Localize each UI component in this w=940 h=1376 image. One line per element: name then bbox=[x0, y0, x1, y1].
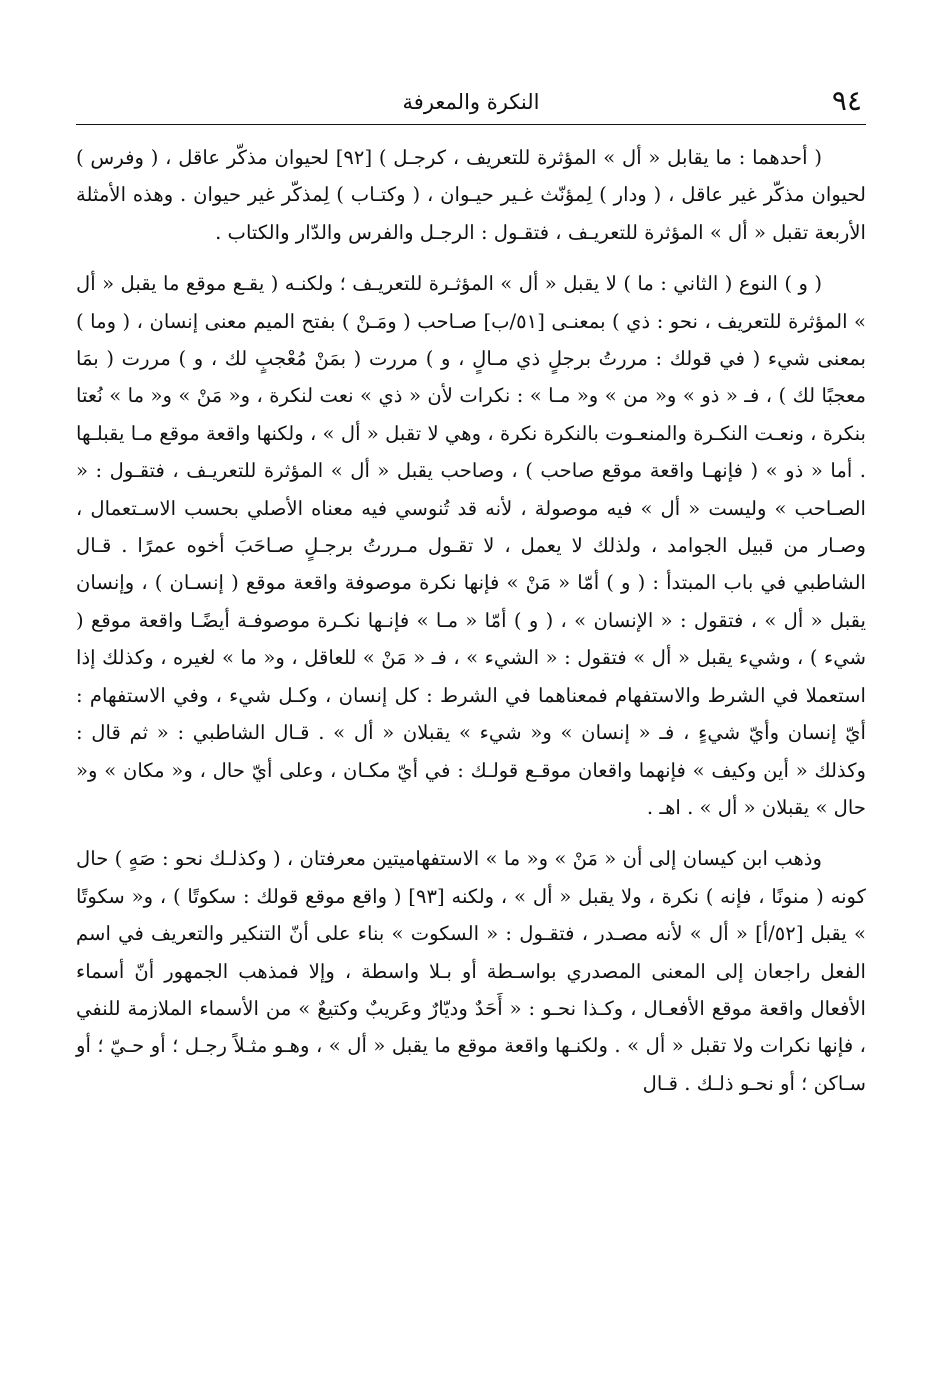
body-text bbox=[76, 139, 866, 1102]
paragraph-first-type: ( أحدهما : ما يقابل « أل » المؤثرة للتعريف ، كرجـل ) [٩٢] لحيوان مذكّر عاقل ، ( وفرس ) لحيوان مذكّر غير عاقل ، ( ودار ) لِمؤنّث غـير حيـوان ، ( وكتـاب ) لِمذكّر غير حيوان . وهذه الأمثلة الأربعة تقبل « أل » المؤثرة للتعريـف ، فتقـول : الرجـل والفرس والدّار والكتاب . bbox=[76, 146, 866, 244]
page-number: ٩٤ bbox=[831, 84, 862, 117]
paragraph-ibn-kaysan: وذهب ابن كيسان إلى أن « مَنْ » و« ما » الاستفهاميتين معرفتان ، ( وكذلـك نحو : صَهٍ ) حال كونه ( منونًا ، فإنه ) نكرة ، ولا يقبل « أل » ، ولكنه [٩٣] ( واقع موقع قولك : سكوتًا ) ، و« سكوتًا » يقبل [٥٢/أ] « أل » لأنه مصـدر ، فتقـول : « السكوت » بناء على أنّ التنكير والتعريف في اسم الفعل راجعان إلى المعنى المصدري بواسـطة أو بـلا واسطة ، وإلا فمذهب الجمهور أنّ أسماء الأفعال واقعة موقع الأفعـال ، وكـذا نحـو : « أَحَدٌ وديّارٌ وعَريبٌ وكتيعٌ » من الأسماء الملازمة للنفي ، فإنها نكرات ولا تقبل « أل » . ولكنـها واقعة موقع ما يقبل « أل » ، وهـو مثـلاً رجـل ؛ أو حـيّ ؛ أو سـاكن ؛ أو نحـو ذلـك . قـال bbox=[76, 847, 866, 1095]
book-page bbox=[76, 82, 866, 1352]
running-title: النكرة والمعرفة bbox=[402, 90, 540, 114]
page-header bbox=[76, 82, 866, 125]
paragraph-second-type: ( و ) النوع ( الثاني : ما ) لا يقبل « أل » المؤثـرة للتعريـف ؛ ولكنـه ( يقـع موقع ما يقبل « أل » المؤثرة للتعريف ، نحو : ذي ) بمعنـى [٥١/ب] صـاحب ( ومَـنْ ) بفتح الميم معنى إنسان ، ( وما ) بمعنى شيء ( في قولك : مررتُ برجلٍ ذي مـالٍ ، و ) مررت ( بمَنْ مُعْجبٍ لك ، و ) مررت ( بمَا معجبًا لك ) ، فـ « ذو » و« من » و« مـا » : نكرات لأن « ذي » نعت لنكرة ، و« مَنْ » و« ما » نُعتا بنكرة ، ونعـت النكـرة والمنعـوت بالنكرة نكرة ، وهي لا تقبل « أل » ، ولكنها واقعة موقع مـا يقبلـها . أما « ذو » ( فإنهـا واقعة موقع صاحب ) ، وصاحب يقبل « أل » المؤثرة للتعريـف ، فتقـول : « الصـاحب » وليست « أل » فيه موصولة ، لأنه قد تُنوسي فيه معناه الأصلي بحسب الاسـتعمال ، وصـار من قبيل الجوامد ، ولذلك لا يعمل ، لا تقـول مـررتُ برجـلٍ صـاحَبَ أخوه عمرًا . قـال الشاطبي في باب المبتدأ : ( و ) أمّا « مَنْ » فإنها نكرة موصوفة واقعة موقع ( إنسـان ) ، وإنسان يقبل « أل » ، فتقول : « الإنسان » ، ( و ) أمّا « مـا » فإنـها نكـرة موصوفـة أيضًـا واقعة موقع ( شيء ) ، وشيء يقبل « أل » فتقول : « الشيء » ، فـ « مَنْ » للعاقل ، و« ما » لغيره ، وكذلك إذا استعملا في الشرط والاستفهام فمعناهما في الشرط : كل إنسان ، وكـل شيء ، وفي الاستفهام : أيّ إنسان وأيّ شيءٍ ، فـ « إنسان » و« شيء » يقبلان « أل » . قـال الشاطبي : « ثم قال : وكذلك « أين وكيف » فإنهما واقعان موقـع قولـك : في أيّ مكـان ، وعلى أيّ حال ، و« مكان » و« حال » يقبلان « أل » . اهـ . bbox=[76, 272, 866, 819]
